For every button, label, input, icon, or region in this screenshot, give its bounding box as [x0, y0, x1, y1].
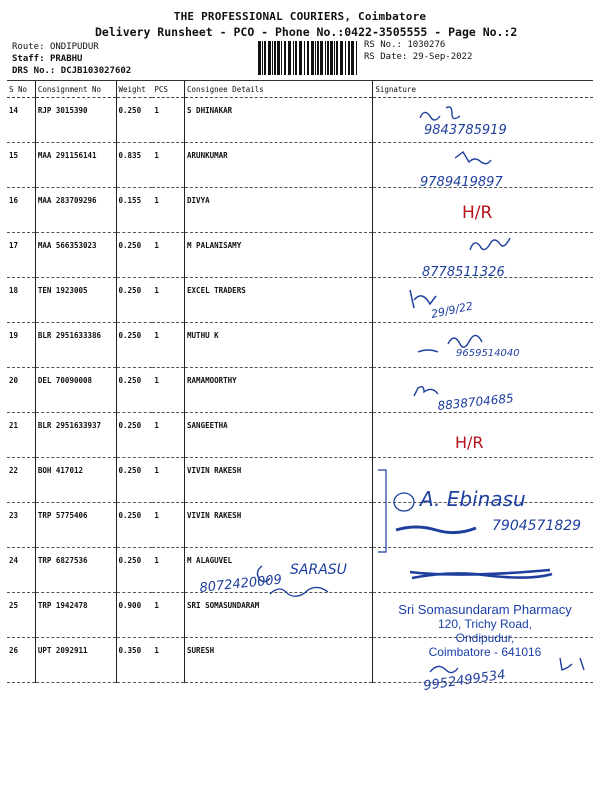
row-consignment: TRP 1942478 — [35, 593, 116, 638]
barcode-bar — [351, 41, 354, 75]
row-weight: 0.250 — [116, 503, 152, 548]
row-consignment: BOH 417012 — [35, 458, 116, 503]
row-signature-cell — [373, 233, 593, 278]
table-row — [7, 98, 593, 143]
row-sno: 25 — [7, 593, 35, 638]
row-sno: 21 — [7, 413, 35, 458]
row-pcs: 1 — [152, 323, 184, 368]
barcode-bar — [293, 41, 294, 75]
row-22-signature-name: A. Ebinasu — [420, 487, 526, 511]
barcode-bar — [325, 41, 326, 75]
barcode-bar — [295, 41, 297, 75]
row-consignee: SRI SOMASUNDARAM — [185, 593, 373, 638]
row-sno: 18 — [7, 278, 35, 323]
table-row — [7, 458, 593, 503]
row-pcs: 1 — [152, 278, 184, 323]
row-consignment: TEN 1923005 — [35, 278, 116, 323]
row-consignee: S DHINAKAR — [185, 98, 373, 143]
row-signature-cell — [373, 368, 593, 413]
col-signature: Signature — [373, 81, 593, 98]
stamp-line-4: Coimbatore - 641016 — [428, 645, 542, 659]
rs-date-line — [364, 52, 472, 62]
table-row — [7, 368, 593, 413]
table-row — [7, 233, 593, 278]
rs-date-value: 29-Sep-2022 — [412, 52, 473, 62]
barcode-bar — [281, 41, 282, 75]
barcode-bar — [348, 41, 350, 75]
row-18-date: 29/9/22 — [429, 299, 475, 321]
table-row — [7, 188, 593, 233]
row-sno: 16 — [7, 188, 35, 233]
barcode-bar — [311, 41, 314, 75]
barcode-bar — [340, 41, 343, 75]
staff-label: Staff: — [12, 54, 45, 64]
barcode-bar — [320, 41, 323, 75]
row-consignee: DIVYA — [185, 188, 373, 233]
row-14-phone: 9843785919 — [424, 123, 507, 138]
col-sno: S No — [7, 81, 35, 98]
row-sno: 24 — [7, 548, 35, 593]
row-signature-cell — [373, 458, 593, 503]
table-row — [7, 548, 593, 593]
table-header-row — [7, 81, 593, 98]
row-pcs: 1 — [152, 593, 184, 638]
drs-label: DRS No.: — [12, 66, 56, 76]
row-consignment: TRP 6827536 — [35, 548, 116, 593]
row-23-phone: 7904571829 — [492, 518, 582, 534]
barcode-bar — [272, 41, 273, 75]
barcode-bar — [277, 41, 280, 75]
row-24-phone: 8072420009 — [198, 572, 283, 596]
stamp-line-1: Sri Somasundaram Pharmacy — [398, 602, 572, 617]
row-sno: 14 — [7, 98, 35, 143]
row-sno: 20 — [7, 368, 35, 413]
row-signature-cell — [373, 188, 593, 233]
row-pcs: 1 — [152, 233, 184, 278]
row-weight: 0.350 — [116, 638, 152, 683]
row-weight: 0.250 — [116, 368, 152, 413]
row-sno: 26 — [7, 638, 35, 683]
row-sno: 17 — [7, 233, 35, 278]
col-consignment: Consignment No — [35, 81, 116, 98]
barcode-bar — [264, 41, 266, 75]
stamp-line-2: 120, Trichy Road, — [437, 617, 533, 631]
row-weight: 0.250 — [116, 323, 152, 368]
row-pcs: 1 — [152, 503, 184, 548]
barcode-bar — [356, 41, 357, 75]
row-consignee: RAMAMOORTHY — [185, 368, 373, 413]
row-sno: 23 — [7, 503, 35, 548]
barcode-bar — [284, 41, 286, 75]
row-26-phone: 9952499534 — [422, 667, 507, 694]
row-consignment: DEL 70090008 — [35, 368, 116, 413]
table-row — [7, 413, 593, 458]
barcode-bar — [304, 41, 305, 75]
table-row — [7, 278, 593, 323]
stamp-line-3: Ondipudur, — [455, 631, 515, 645]
table-row — [7, 503, 593, 548]
row-weight: 0.900 — [116, 593, 152, 638]
row-consignee: M PALANISAMY — [185, 233, 373, 278]
rs-date-label: RS Date: — [364, 52, 408, 62]
row-pcs: 1 — [152, 413, 184, 458]
row-weight: 0.250 — [116, 458, 152, 503]
row-15-phone: 9789419897 — [420, 175, 503, 190]
barcode-bar — [268, 41, 271, 75]
row-consignment: TRP 5775406 — [35, 503, 116, 548]
runsheet-table — [7, 80, 593, 683]
row-signature-cell — [373, 143, 593, 188]
staff-line — [12, 54, 82, 64]
barcode-bar — [274, 41, 276, 75]
row-signature-cell — [373, 323, 593, 368]
row-consignee: SURESH — [185, 638, 373, 683]
barcode-bar — [334, 41, 335, 75]
row-consignee: SANGEETHA — [185, 413, 373, 458]
rs-no-label: RS No.: — [364, 40, 402, 50]
barcode-bar — [345, 41, 346, 75]
row-weight: 0.250 — [116, 548, 152, 593]
row-weight: 0.250 — [116, 98, 152, 143]
row-pcs: 1 — [152, 638, 184, 683]
staff-value: PRABHU — [49, 54, 83, 64]
row-signature-cell — [373, 98, 593, 143]
row-sno: 15 — [7, 143, 35, 188]
row-consignment: MAA 566353023 — [35, 233, 116, 278]
barcode-bar — [288, 41, 291, 75]
route-value: ONDIPUDUR — [49, 42, 99, 52]
row-pcs: 1 — [152, 548, 184, 593]
rs-no-line — [364, 40, 445, 50]
row-pcs: 1 — [152, 143, 184, 188]
row-weight: 0.155 — [116, 188, 152, 233]
row-consignee: VIVIN RAKESH — [185, 458, 373, 503]
row-16-hr-mark: H/R — [462, 203, 493, 223]
col-consignee: Consignee Details — [185, 81, 373, 98]
row-consignment: MAA 291156141 — [35, 143, 116, 188]
barcode-image — [258, 41, 358, 75]
row-consignment: UPT 2092911 — [35, 638, 116, 683]
row-signature-cell — [373, 503, 593, 548]
row-consignment: BLR 2951633386 — [35, 323, 116, 368]
row-weight: 0.250 — [116, 413, 152, 458]
row-consignment: MAA 283709296 — [35, 188, 116, 233]
row-consignee: VIVIN RAKESH — [185, 503, 373, 548]
row-weight: 0.250 — [116, 233, 152, 278]
row-consignee: EXCEL TRADERS — [185, 278, 373, 323]
row-signature-cell — [373, 413, 593, 458]
row-pcs: 1 — [152, 98, 184, 143]
row-weight: 0.250 — [116, 278, 152, 323]
barcode — [258, 41, 358, 75]
row-pcs: 1 — [152, 368, 184, 413]
col-weight: Weight — [116, 81, 152, 98]
row-consignment: BLR 2951633937 — [35, 413, 116, 458]
row-24-receiver-name: SARASU — [290, 562, 347, 578]
barcode-bar — [315, 41, 316, 75]
row-19-phone: 9659514040 — [456, 348, 520, 359]
row-pcs: 1 — [152, 458, 184, 503]
row-weight: 0.835 — [116, 143, 152, 188]
table-row — [7, 143, 593, 188]
company-title: THE PROFESSIONAL COURIERS, Coimbatore — [173, 10, 427, 23]
barcode-bar — [327, 41, 329, 75]
barcode-bar — [258, 41, 261, 75]
row-signature-cell — [373, 278, 593, 323]
row-signature-cell — [373, 548, 593, 593]
pharmacy-stamp — [380, 603, 590, 659]
col-pcs: PCS — [152, 81, 184, 98]
row-consignment: RJP 3015390 — [35, 98, 116, 143]
table-row — [7, 323, 593, 368]
drs-line — [12, 66, 131, 76]
barcode-bar — [330, 41, 333, 75]
row-20-phone: 8838704685 — [436, 391, 515, 413]
barcode-bar — [262, 41, 263, 75]
route-line — [12, 42, 99, 52]
barcode-bar — [307, 41, 309, 75]
route-label: Route: — [12, 42, 45, 52]
drs-value: DCJB103027602 — [60, 66, 132, 76]
row-21-hr-mark: H/R — [455, 433, 484, 452]
row-consignee: M ALAGUVEL — [185, 548, 373, 593]
row-17-phone: 8778511326 — [422, 265, 505, 280]
row-consignee: ARUNKUMAR — [185, 143, 373, 188]
barcode-bar — [299, 41, 302, 75]
barcode-bar — [317, 41, 319, 75]
row-sno: 22 — [7, 458, 35, 503]
row-sno: 19 — [7, 323, 35, 368]
rs-no-value: 1030276 — [407, 40, 446, 50]
row-consignee: MUTHU K — [185, 323, 373, 368]
barcode-bar — [336, 41, 338, 75]
runsheet-title: Delivery Runsheet - PCO - Phone No.:0422-3505555 - Page No.:2 — [95, 25, 518, 39]
row-pcs: 1 — [152, 188, 184, 233]
